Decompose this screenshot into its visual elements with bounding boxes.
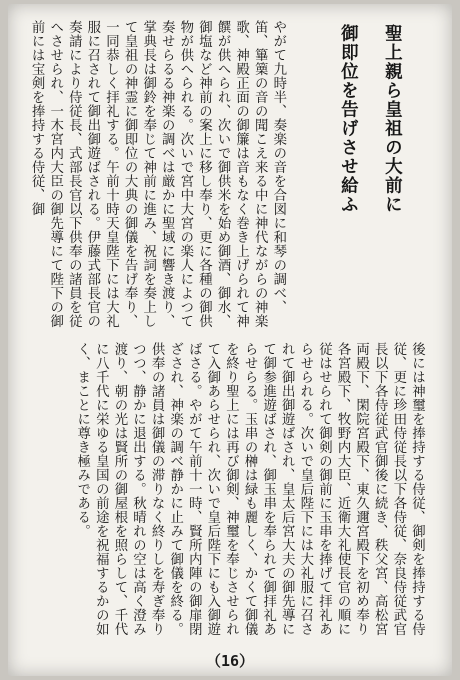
upper-section <box>28 20 444 338</box>
heading-line-2: 御即位を告げさせ給ふ <box>338 24 359 214</box>
section-divider <box>22 340 438 341</box>
section-heading <box>315 24 425 338</box>
page-number: （16） <box>205 652 255 670</box>
lower-section <box>28 342 444 642</box>
book-page <box>8 4 452 676</box>
lower-body-text: 後には神璽を捧持する侍従、御剣を捧持する侍従、更に珍田侍従長以下各侍従、奈良侍従武官長以下各侍従武官御後に続き、秩父宮、高松宮両殿下、閑院宮殿下、東久邇宮殿下を初め奉り各宮殿下、牧野内大臣、近衛大礼使長官の順に従はせられて御剣の御前に玉串を捧げて拝礼あらせられる。次いで皇后陛下には大礼服に召されて御出御遊ばされ、皇太后宮大夫の御先導にて御参進遊ばされ、御玉串を奉られて御拝礼あらせらる。玉串の榊は緑も麗しく、かくて御儀を終り聖上には再び御剣、神璽を奉じさせられて入御あらせられ、次いで皇后陛下にも入御遊ばさる。やがて午前十一時、賢所内陣の御扉閉ざされ、神楽の調べ静かに止みて御儀を終る。供奉の諸員は御儀の滞りなく終りしを寿ぎ奉りつつ、静かに退出する。秋晴れの空は高く澄み渡り、朝の光は賢所の御屋根を照らして、千代に八千代に栄ゆる皇国の前途を祝福するかの如く、まことに尊き極みである。 <box>74 342 425 636</box>
heading-line-1: 聖上親ら皇祖の大前に <box>382 24 403 214</box>
upper-body-text: やがて九時半、奏楽の音を合図に和琴の調べ、笛、篳篥の音の聞こえ来る中に神代ながらの神楽歌、神殿正面の御簾は音もなく巻き上げられて神饌が供へられ、次いで御供米を始め御酒、御水、御塩など神前の案上に移し奉り、更に各種の御供物が供へられる。次いで宮中大宮の楽人によつて奏せらるる神楽の調べは厳かに聖域に響き渡り、掌典長は御鈴を奉じて神前に進み、祝詞を奏上して皇祖の神霊に御即位の大典の御儀を告げ奉り、一同恭しく拝礼する。午前十時天皇陛下には大礼服に召されて御出御遊ばされる。伊藤式部長官の奏請により侍従長、式部長官以下供奉の諸員を従へさせられ、一木宮内大臣の御先導にて陛下の御前には宝剣を捧持する侍従、御 <box>29 20 286 328</box>
